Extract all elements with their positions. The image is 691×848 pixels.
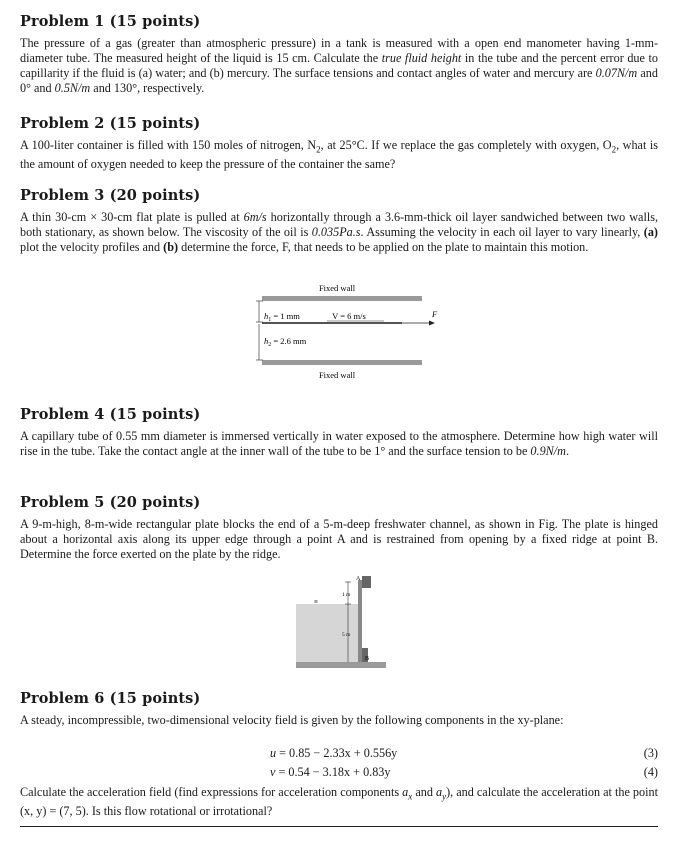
problem-3-title: Problem 3 (20 points): [20, 187, 201, 204]
top-fixed-wall: [262, 296, 422, 301]
dim-1m-label: 1 m: [342, 592, 351, 598]
force-arrowhead: [429, 321, 435, 326]
moving-plate: [262, 322, 402, 324]
problem-2-title: Problem 2 (15 points): [20, 115, 201, 132]
problem-6-text: Calculate the acceleration field (find expressions for acceleration components $a_x$ and $a_y$), and calculate the acceleration at the point (x, y) = (7, 5). Is this flow rotational or irrotational?: [20, 785, 658, 819]
problem-3: [20, 187, 658, 255]
h1-label: $h_1 = 1$ mm: [264, 311, 300, 323]
point-a-label: A: [356, 576, 361, 582]
hinged-plate: [358, 580, 362, 662]
problem-2-text: A 100-liter container is filled with 150 moles of nitrogen, $N_2$, at 25°C. If we replace the gas completely with oxygen, $O_2$, what is the amount of oxygen needed to keep the pressure of the container the same?: [20, 138, 658, 172]
channel-diagram-svg: [296, 574, 406, 672]
problem-4-title: Problem 4 (15 points): [20, 406, 201, 423]
equation-4-number: (4): [643, 765, 658, 779]
problem-4: [20, 406, 658, 459]
water-surface-symbol: ≡: [314, 598, 318, 606]
equation-3-number: (3): [643, 746, 658, 760]
problem-5: [20, 494, 658, 562]
hinge-support: [362, 576, 371, 588]
bottom-rule: [20, 826, 658, 827]
problem-3-text: A thin 30-cm × 30-cm flat plate is pulled at 6m/s horizontally through a 3.6-mm-thick oil layer sandwiched between two walls, both stationary, as shown below. The viscosity of the oil is 0.035Pa.s. Assuming the velocity in each oil layer to vary linearly, (a) plot the velocity profiles and (b) determine the force, F, that needs to be applied on the plate to maintain this motion.: [20, 210, 659, 254]
plate-diagram-svg: [232, 280, 448, 385]
channel-diagram: [296, 574, 406, 672]
problem-5-text: A 9-m-high, 8-m-wide rectangular plate blocks the end of a 5-m-deep freshwater channel, as shown in Fig. The plate is hinged about a horizontal axis along its upper edge through a point A and is restrained from opening by a fixed ridge at point B. Determine the force exerted on the plate by the ridge.: [20, 517, 658, 561]
problem-1-text: The pressure of a gas (greater than atmospheric pressure) in a tank is measured with a open end manometer having 1-mm-diameter tube. The measured height of the liquid is 15 cm. Calculate the true fluid height in the tube and the percent error due to capillarity if the fluid is (a) water; and (b) mercury. The surface tensions and contact angles of water and mercury are 0.07N/m and 0° and 0.5N/m and 130°, respectively.: [20, 36, 658, 95]
h2-label: $h_2 = 2.6$ mm: [264, 336, 307, 348]
problem-5-title: Problem 5 (20 points): [20, 494, 201, 511]
problem-2: [20, 115, 658, 172]
problem-6-title: Problem 6 (15 points): [20, 690, 201, 707]
problem-1: [20, 13, 658, 96]
channel-floor: [296, 662, 386, 668]
point-b-label: B: [365, 656, 370, 662]
plate-diagram: [232, 280, 448, 385]
problem-4-text: A capillary tube of 0.55 mm diameter is immersed vertically in water exposed to the atmosphere. Determine how high water will rise in the tube. Take the contact angle at the inner wall of the tube to be 1° and the surface tension to be 0.9N/m.: [20, 429, 658, 458]
bottom-fixed-wall: [262, 360, 422, 365]
velocity-label: V = 6 m/s: [332, 311, 366, 321]
problem-6-question: [20, 785, 658, 819]
top-wall-label: Fixed wall: [318, 283, 356, 293]
problem-6-intro: A steady, incompressible, two-dimensional velocity field is given by the following components in the xy-plane:: [20, 713, 564, 727]
bottom-wall-label: Fixed wall: [318, 370, 356, 380]
problem-6: [20, 690, 658, 728]
force-label: F: [432, 309, 438, 319]
problem-1-title: Problem 1 (15 points): [20, 13, 201, 30]
equation-4: v = 0.54 − 3.18x + 0.83y: [270, 765, 391, 779]
equation-3: u = 0.85 − 2.33x + 0.556y: [270, 746, 398, 760]
dim-5m-label: 5 m: [342, 632, 351, 638]
